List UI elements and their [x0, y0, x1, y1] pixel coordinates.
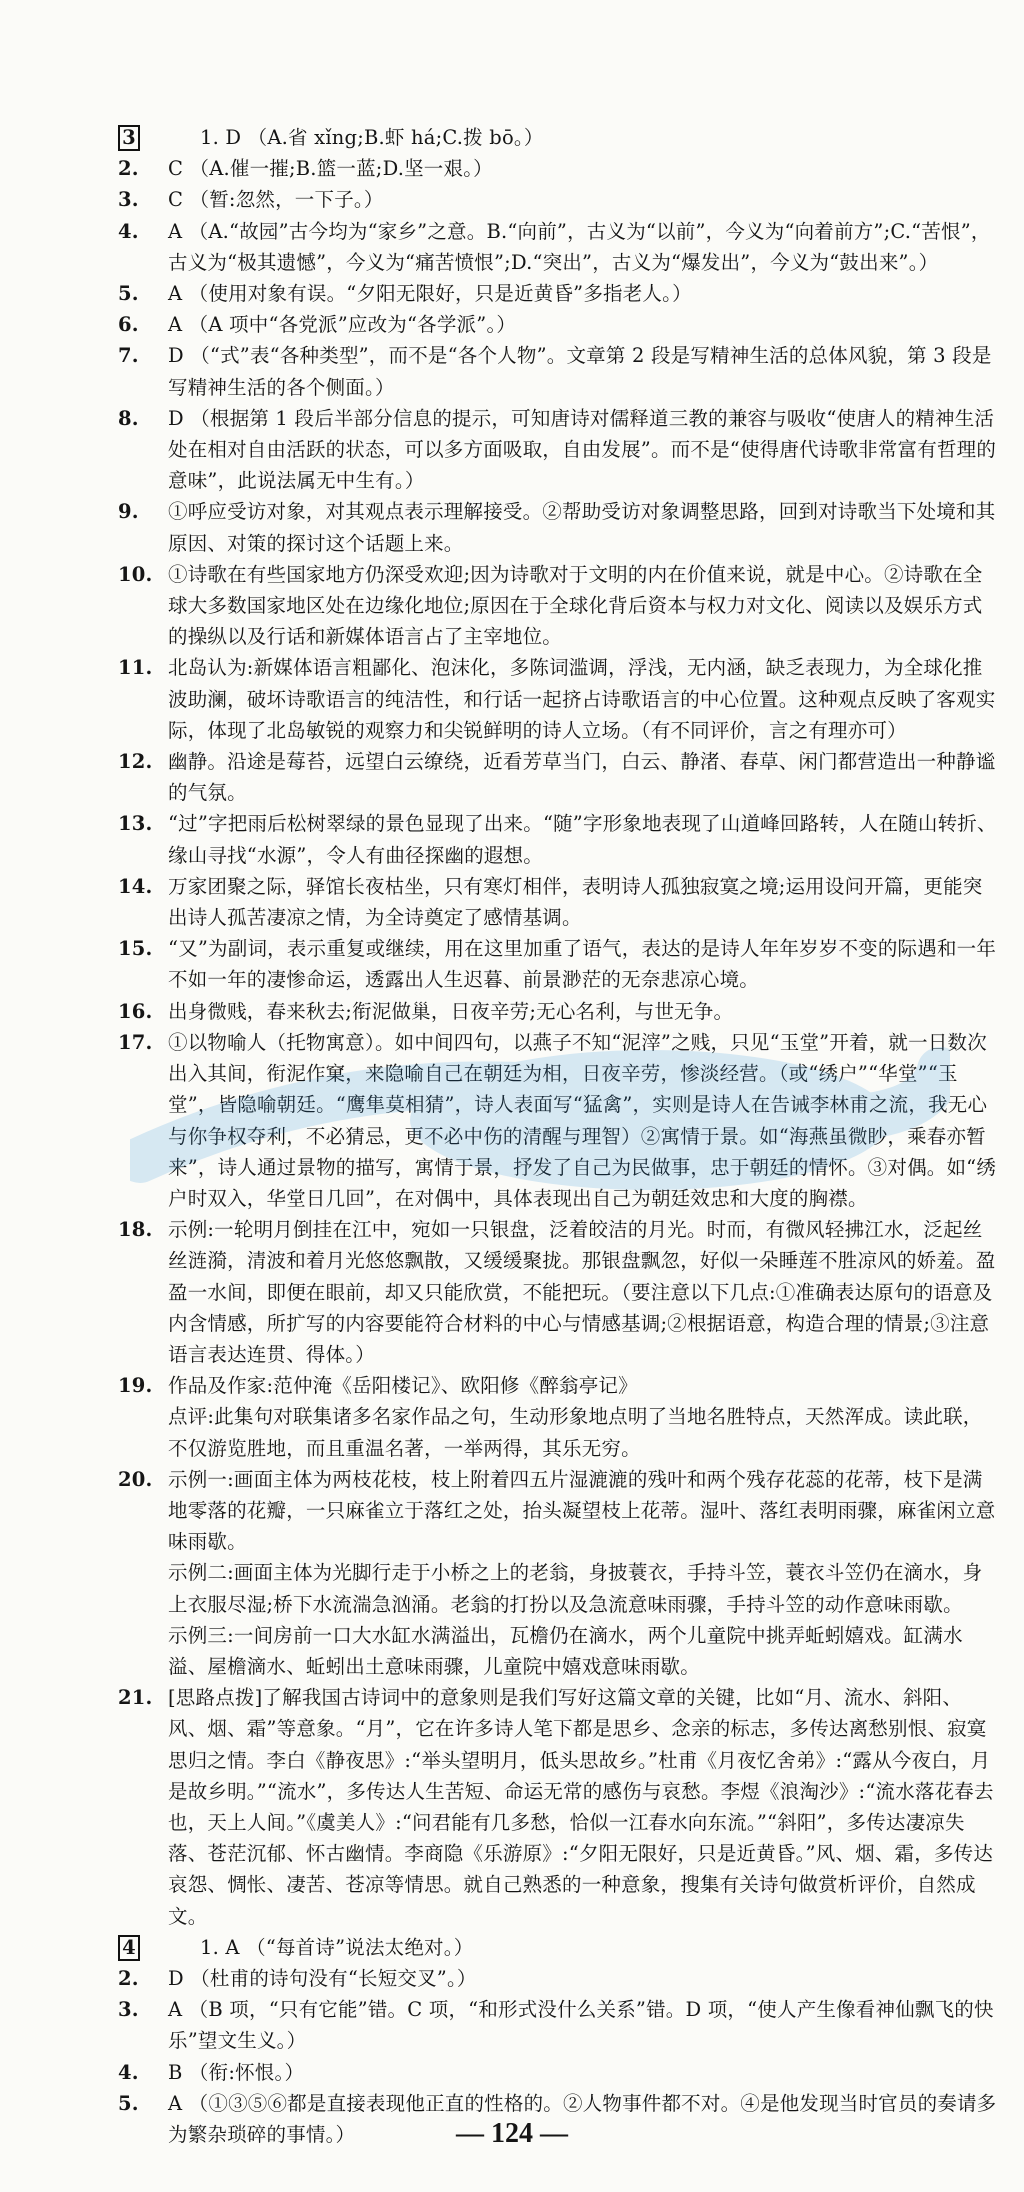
section-3-item-12 — [118, 746, 998, 808]
section-3-item-7 — [118, 340, 998, 402]
section-3-item-1 — [118, 122, 998, 153]
item-text: B （衔:怀恨。） — [168, 2060, 305, 2084]
item-example-2: 示例二:画面主体为光脚行走于小桥之上的老翁，身披蓑衣，手持斗笠，蓑衣斗笠仍在滴水，身上衣服尽湿;桥下水流湍急汹涌。老翁的打扮以及急流意味雨骤，手持斗笠的动作意味雨歇。 — [168, 1561, 983, 1616]
section-3-item-18 — [118, 1214, 998, 1370]
item-text: D （根据第 1 段后半部分信息的提示，可知唐诗对儒释道三教的兼容与吸收“使唐人的精神生活处在相对自由活跃的状态，可以多方面吸取，自由发展”。而不是“使得唐代诗歌非常富有哲理的意味”，此说法属无中生有。） — [168, 406, 997, 493]
item-number: 8. — [118, 406, 139, 430]
item-number: 6. — [118, 313, 139, 337]
item-number: 11. — [118, 656, 153, 680]
item-number: 5. — [118, 282, 139, 306]
section-3-item-21 — [118, 1682, 998, 1932]
item-text: A （A.“故园”古今均为“家乡”之意。B.“向前”，古义为“以前”，今义为“向着前方”;C.“苦恨”，古义为“极其遗憾”，今义为“痛苦愤恨”;D.“突出”，古义为“爆发出”，今义为“鼓出来”。） — [168, 219, 991, 274]
section-3-item-10 — [118, 559, 998, 653]
section-3-item-2 — [118, 153, 998, 184]
item-text: 示例一:画面主体为两枝花枝，枝上附着四五片湿漉漉的残叶和两个残存花蕊的花蒂，枝下是满地零落的花瓣，一只麻雀立于落红之处，抬头凝望枝上花蒂。湿叶、落红表明雨骤，麻雀闲立意味雨歇。 — [168, 1467, 996, 1554]
section-3-item-9 — [118, 496, 998, 558]
section-box — [118, 122, 146, 153]
item-text: “过”字把雨后松树翠绿的景色显现了出来。“随”字形象地表现了山道峰回路转，人在随山转折、缘山寻找“水源”，令人有曲径探幽的遐想。 — [168, 812, 997, 867]
section-3-item-15 — [118, 933, 998, 995]
item-number: 12. — [118, 750, 153, 774]
item-number: 14. — [118, 874, 153, 898]
item-text: A （使用对象有误。“夕阳无限好，只是近黄昏”多指老人。） — [168, 282, 692, 306]
item-text: 示例:一轮明月倒挂在江中，宛如一只银盘，泛着皎洁的月光。时而，有微风轻拂江水，泛起丝丝涟漪，清波和着月光悠悠飘散，又缓缓聚拢。那银盘飘忽，好似一朵睡莲不胜凉风的娇羞。盈盈一水间，即便在眼前，却又只能欣赏，不能把玩。（要注意以下几点:①准确表达原句的语意及内含情感，所扩写的内容要能符合材料的中心与情感基调;②根据语意，构造合理的情景;③注意语言表达连贯、得体。） — [168, 1218, 996, 1366]
item-number: 15. — [118, 937, 153, 961]
section-4-item-2 — [118, 1963, 998, 1994]
item-number: 4. — [118, 2060, 139, 2084]
item-number: 3. — [118, 1998, 139, 2022]
item-number: 2. — [118, 157, 139, 181]
item-number: 3. — [118, 188, 139, 212]
item-text: A （A 项中“各党派”应改为“各学派”。） — [168, 313, 517, 337]
section-3-item-11 — [118, 652, 998, 746]
section-3-item-16 — [118, 996, 998, 1027]
item-text: 幽静。沿途是莓苔，远望白云缭绕，近看芳草当门，白云、静渚、春草、闲门都营造出一种静谧的气氛。 — [168, 750, 996, 805]
item-text: C （暂:忽然，一下子。） — [168, 188, 384, 212]
item-comment: 点评:此集句对联集诸多名家作品之句，生动形象地点明了当地名胜特点，天然浑成。读此联，不仅游览胜地，而且重温名著，一举两得，其乐无穷。 — [168, 1405, 983, 1460]
item-example-3: 示例三:一间房前一口大水缸水满溢出，瓦檐仍在滴水，两个儿童院中挑弄蚯蚓嬉戏。缸满水溢、屋檐滴水、蚯蚓出土意味雨骤，儿童院中嬉戏意味雨歇。 — [168, 1623, 963, 1678]
answer-page — [118, 122, 998, 2150]
item-number: 7. — [118, 344, 139, 368]
item-number: 1. — [200, 126, 220, 149]
section-3-item-3 — [118, 184, 998, 215]
section-3-item-4 — [118, 216, 998, 278]
item-text: A （B 项，“只有它能”错。C 项，“和形式没什么关系”错。D 项，“使人产生像看神仙飘飞的快乐”望文生义。） — [168, 1998, 994, 2053]
item-text: [思路点拨]了解我国古诗词中的意象则是我们写好这篇文章的关键，比如“月、流水、斜阳、风、烟、霜”等意象。“月”，它在许多诗人笔下都是思乡、念亲的标志，多传达离愁别恨、寂寞思归之情。李白《静夜思》:“举头望明月，低头思故乡。”杜甫《月夜忆舍弟》:“露从今夜白，月是故乡明。”“流水”，多传达人生苦短、命运无常的感伤与哀愁。李煜《浪淘沙》:“流水落花春去也，天上人间。”《虞美人》:“问君能有几多愁，恰似一江春水向东流。”“斜阳”，多传达凄凉失落、苍茫沉郁、怀古幽情。李商隐《乐游原》:“夕阳无限好，只是近黄昏。”风、烟、霜，多传达哀怨、惆怅、凄苦、苍凉等情思。就自己熟悉的一种意象，搜集有关诗句做赏析评价，自然成文。 — [168, 1686, 994, 1928]
section-3-item-14 — [118, 871, 998, 933]
section-number-box: 3 — [118, 125, 140, 151]
section-4-item-3 — [118, 1994, 998, 2056]
item-text: ①诗歌在有些国家地方仍深受欢迎;因为诗歌对于文明的内在价值来说，就是中心。②诗歌在全球大多数国家地区处在边缘化地位;原因在于全球化背后资本与权力对文化、阅读以及娱乐方式的操纵以及行话和新媒体语言占了主宰地位。 — [168, 562, 983, 649]
item-number: 13. — [118, 812, 153, 836]
item-text: 北岛认为:新媒体语言粗鄙化、泡沫化，多陈词滥调，浮浅，无内涵，缺乏表现力，为全球化推波助澜，破坏诗歌语言的纯洁性，和行话一起挤占诗歌语言的中心位置。这种观点反映了客观实际，体现了北岛敏锐的观察力和尖锐鲜明的诗人立场。（有不同评价，言之有理亦可） — [168, 656, 996, 742]
section-number-box: 4 — [118, 1935, 140, 1961]
section-3-item-13 — [118, 808, 998, 870]
item-text: “又”为副词，表示重复或继续，用在这里加重了语气，表达的是诗人年年岁岁不变的际遇和一年不如一年的凄惨命运，透露出人生迟暮、前景渺茫的无奈悲凉心境。 — [168, 937, 997, 992]
section-3-item-5 — [118, 278, 998, 309]
item-number: 9. — [118, 500, 139, 524]
section-4-item-1 — [118, 1932, 998, 1963]
item-number: 2. — [118, 1966, 139, 1990]
item-number: 5. — [118, 2091, 139, 2115]
item-text: D （“式”表“各种类型”，而不是“各个人物”。文章第 2 段是写精神生活的总体风貌，第 3 段是写精神生活的各个侧面。） — [168, 344, 992, 399]
item-number: 18. — [118, 1218, 153, 1242]
item-text: ①呼应受访对象，对其观点表示理解接受。②帮助受访对象调整思路，回到对诗歌当下处境和其原因、对策的探讨这个话题上来。 — [168, 500, 996, 555]
section-box — [118, 1932, 146, 1963]
item-text: 作品及作家:范仲淹《岳阳楼记》、欧阳修《醉翁亭记》 — [168, 1374, 638, 1398]
item-number: 1. — [200, 1935, 220, 1959]
section-3-item-6 — [118, 309, 998, 340]
section-3-item-17 — [118, 1027, 998, 1214]
item-number: 10. — [118, 562, 153, 586]
item-number: 16. — [118, 999, 153, 1023]
item-text: A （“每首诗”说法太绝对。） — [225, 1935, 474, 1959]
item-text: C （A.催一摧;B.篮一蓝;D.坚一艰。） — [168, 157, 493, 181]
item-text: ①以物喻人（托物寓意）。如中间四句，以燕子不知“泥滓”之贱，只见“玉堂”开着，就一日数次出入其间，衔泥作窠，来隐喻自己在朝廷为相，日夜辛劳，惨淡经营。（或“绣户”“华堂”“玉堂”，皆隐喻朝廷。“鹰隼莫相猜”，诗人表面写“猛禽”，实则是诗人在告诫李林甫之流，我无心与你争权夺利，不必猜忌，更不必中伤的清醒与理智）②寓情于景。如“海燕虽微眇，乘春亦暂来”，诗人通过景物的描写，寓情于景，抒发了自己为民做事，忠于朝廷的情怀。③对偶。如“绣户时双入，华堂日几回”，在对偶中，具体表现出自己为朝廷效忠和大度的胸襟。 — [168, 1030, 997, 1210]
section-3-item-20 — [118, 1464, 998, 1682]
item-text: D （A.省 xǐng;B.虾 há;C.拨 bō。） — [225, 126, 544, 149]
item-number: 20. — [118, 1467, 153, 1491]
section-4-item-4 — [118, 2057, 998, 2088]
item-text: 万家团聚之际，驿馆长夜枯坐，只有寒灯相伴，表明诗人孤独寂寞之境;运用设问开篇，更能突出诗人孤苦凄凉之情，为全诗奠定了感情基调。 — [168, 874, 983, 930]
item-number: 17. — [118, 1030, 153, 1054]
section-3-item-19 — [118, 1370, 998, 1464]
item-number: 21. — [118, 1686, 153, 1710]
page-number: — 124 — — [456, 2118, 568, 2149]
item-text: D （杜甫的诗句没有“长短交叉”。） — [168, 1966, 477, 1990]
item-number: 4. — [118, 219, 139, 243]
item-number: 19. — [118, 1374, 153, 1398]
section-3 — [118, 122, 998, 1932]
section-3-item-8 — [118, 403, 998, 497]
item-text: 出身微贱，春来秋去;衔泥做巢，日夜辛劳;无心名利，与世无争。 — [168, 999, 734, 1023]
item-text: A （①③⑤⑥都是直接表现他正直的性格的。②人物事件都不对。④是他发现当时官员的奏请多为繁杂琐碎的事情。） — [168, 2091, 997, 2146]
